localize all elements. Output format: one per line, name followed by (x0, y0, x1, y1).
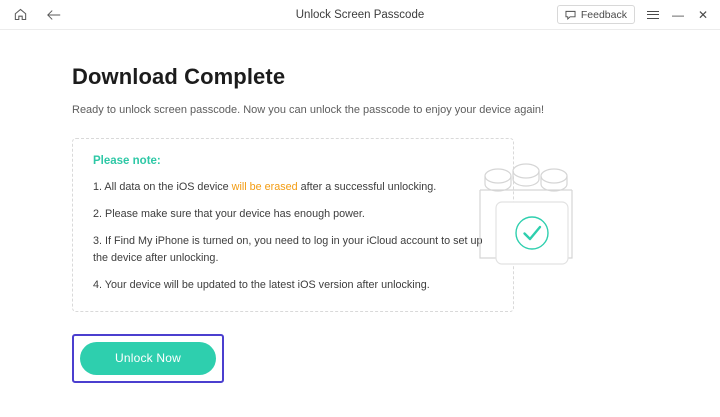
note-item-text: 2. Please make sure that your device has enough power. (93, 208, 365, 221)
note-title: Please note: (93, 155, 161, 167)
title-bar-right-controls (557, 5, 710, 24)
title-bar-left-controls (10, 5, 64, 25)
note-item-text: 1. All data on the iOS device (93, 181, 232, 193)
unlock-now-button[interactable]: Unlock Now (80, 342, 216, 375)
hamburger-menu-icon[interactable] (646, 8, 660, 22)
page-title: Download Complete (72, 64, 286, 89)
please-note-box (72, 138, 514, 312)
feedback-label: Feedback (580, 8, 627, 21)
note-item (93, 277, 493, 293)
box-with-checkmark-illustration (460, 150, 600, 280)
note-item (93, 206, 493, 222)
window-title: Unlock Screen Passcode (295, 8, 425, 21)
page-subtitle: Ready to unlock screen passcode. Now you can unlock the passcode to enjoy your device again! (72, 104, 545, 116)
home-icon[interactable] (10, 5, 30, 25)
feedback-button[interactable] (557, 5, 635, 24)
note-item-suffix: after a successful unlocking. (297, 181, 437, 193)
close-button[interactable]: ✕ (697, 7, 709, 22)
unlock-now-focus-ring (72, 334, 224, 383)
content-inner (0, 64, 720, 383)
main-content (0, 30, 720, 417)
note-item-highlight: will be erased (231, 181, 298, 193)
minimize-button[interactable]: — (672, 7, 684, 22)
note-item (93, 233, 493, 265)
title-bar (0, 0, 720, 30)
note-item-text: 3. If Find My iPhone is turned on, you need to log in your iCloud account to set up the device after unlocking. (93, 235, 483, 264)
speech-bubble-icon (565, 10, 576, 20)
note-item (93, 179, 493, 195)
back-arrow-icon[interactable] (44, 5, 64, 25)
hamburger-lines (647, 8, 659, 21)
note-item-text: 4. Your device will be updated to the latest iOS version after unlocking. (93, 278, 430, 291)
note-section (72, 138, 648, 312)
